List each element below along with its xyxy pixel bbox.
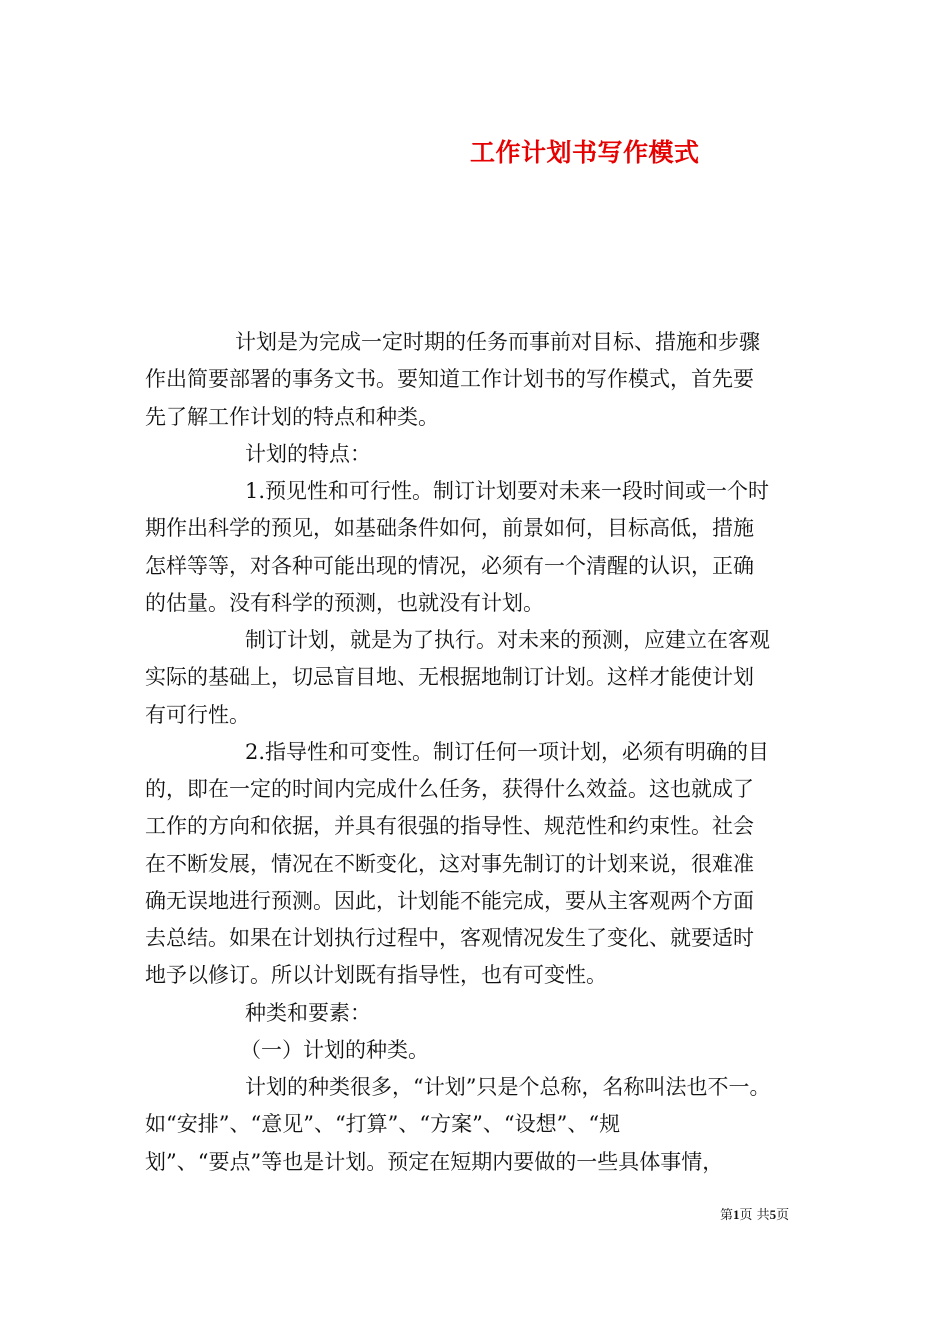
footer-suffix: 页 bbox=[776, 1208, 790, 1223]
text-line: 确无误地进行预测。因此，计划能不能完成，要从主客观两个方面 bbox=[145, 888, 754, 913]
text-line: 种类和要素： bbox=[245, 1000, 371, 1025]
text-line: 1.预见性和可行性。制订计划要对未来一段时间或一个时 bbox=[245, 479, 770, 503]
text-line: 计划的种类很多，“计划”只是个总称，名称叫法也不一。 bbox=[245, 1075, 771, 1099]
text-line: 地予以修订。所以计划既有指导性，也有可变性。 bbox=[145, 963, 607, 988]
text-line: 怎样等等，对各种可能出现的情况，必须有一个清醒的认识，正确 bbox=[145, 553, 754, 578]
text-line: 作出简要部署的事务文书。要知道工作计划书的写作模式，首先要 bbox=[145, 367, 754, 392]
footer-middle: 页 共 bbox=[739, 1208, 770, 1223]
footer-total-pages: 5 bbox=[769, 1207, 777, 1222]
text-line: 2.指导性和可变性。制订任何一项计划，必须有明确的目 bbox=[245, 739, 770, 764]
text-line: 如“安排”、“意见”、“打算”、“方案”、“设想”、“规 bbox=[145, 1112, 621, 1137]
text-line: （一）计划的种类。 bbox=[240, 1037, 429, 1062]
document-title: 工作计划书写作模式 bbox=[470, 138, 700, 167]
text-line: 划”、“要点”等也是计划。预定在短期内要做的一些具体事情， bbox=[145, 1149, 724, 1174]
text-line: 工作的方向和依据，并具有很强的指导性、规范性和约束性。社会 bbox=[145, 814, 754, 839]
text-line: 去总结。如果在计划执行过程中，客观情况发生了变化、就要适时 bbox=[145, 926, 754, 950]
footer-page-number: 1 bbox=[733, 1207, 740, 1222]
text-line: 的估量。没有科学的预测，也就没有计划。 bbox=[145, 590, 544, 615]
text-line: 计划的特点： bbox=[245, 441, 371, 466]
footer-prefix: 第 bbox=[720, 1208, 734, 1223]
text-line: 有可行性。 bbox=[145, 702, 250, 727]
text-line: 计划是为完成一定时期的任务而事前对目标、措施和步骤 bbox=[235, 330, 760, 354]
text-line: 先了解工作计划的特点和种类。 bbox=[145, 404, 439, 429]
text-line: 实际的基础上，切忌盲目地、无根据地制订计划。这样才能使计划 bbox=[145, 665, 754, 690]
text-line: 制订计划，就是为了执行。对未来的预测，应建立在客观 bbox=[245, 628, 770, 652]
text-line: 期作出科学的预见，如基础条件如何，前景如何，目标高低，措施 bbox=[145, 516, 754, 541]
page-footer bbox=[720, 1204, 789, 1223]
document-body bbox=[145, 324, 825, 1181]
text-line: 的，即在一定的时间内完成什么任务，获得什么效益。这也就成了 bbox=[145, 777, 754, 801]
text-line: 在不断发展，情况在不断变化，这对事先制订的计划来说，很难准 bbox=[145, 851, 754, 876]
